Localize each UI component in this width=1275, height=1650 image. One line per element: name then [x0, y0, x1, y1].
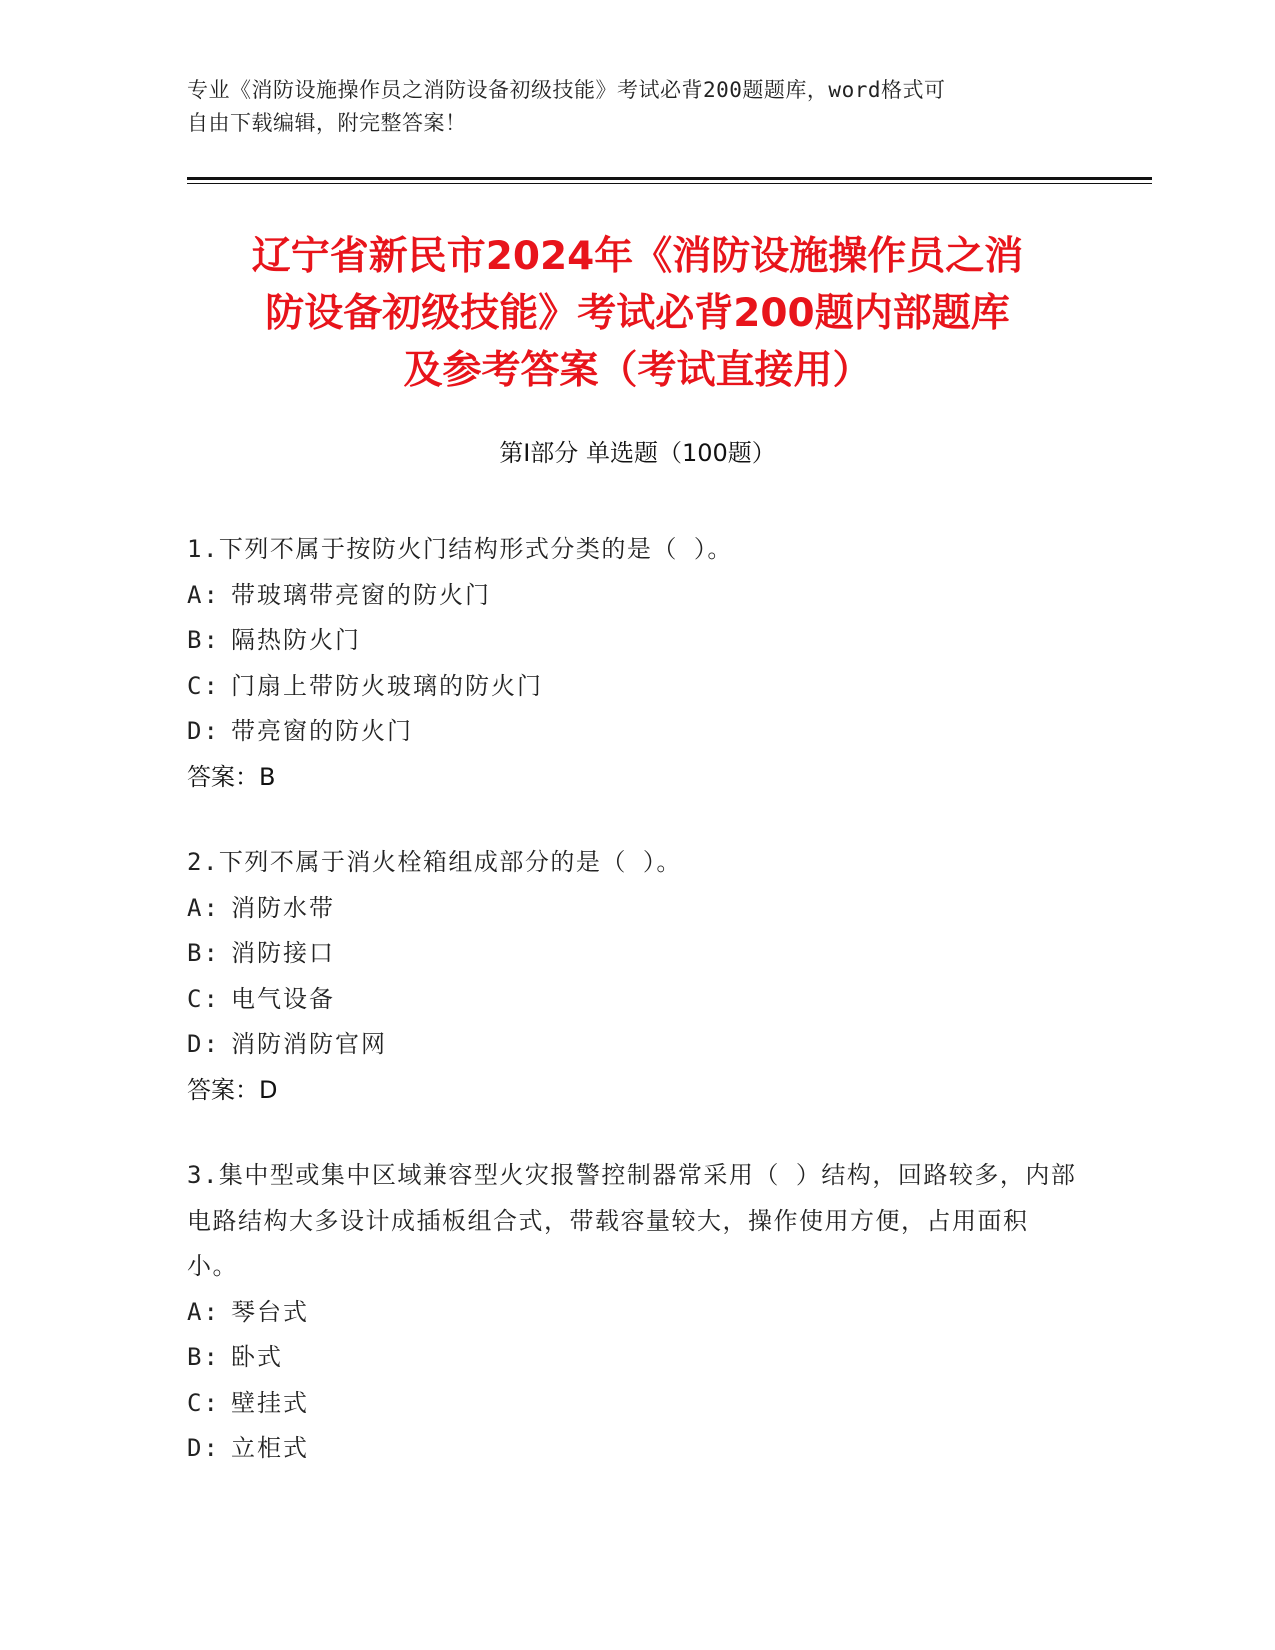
question-stem: 2.下列不属于消火栓箱组成部分的是（ ）。 — [187, 848, 682, 876]
option-key: B: — [187, 1343, 220, 1371]
option-key: A: — [187, 580, 220, 609]
option-key: C: — [187, 984, 220, 1013]
option-key: D: — [187, 1434, 220, 1462]
option-c — [187, 664, 1077, 710]
document-title — [170, 228, 1105, 399]
option-text: 消防消防官网 — [231, 1030, 387, 1058]
option-text: 电气设备 — [231, 984, 335, 1013]
option-text: 消防水带 — [231, 893, 335, 922]
option-c — [187, 1381, 1077, 1427]
section-heading: 第Ⅰ部分 单选题（100题） — [499, 439, 776, 467]
question-2 — [187, 840, 1077, 1113]
question-stem: 1.下列不属于按防火门结构形式分类的是（ ）。 — [187, 535, 733, 563]
option-text: 带亮窗的防火门 — [231, 717, 413, 745]
option-text: 带玻璃带亮窗的防火门 — [231, 580, 491, 609]
answer-line: 答案：D — [187, 1075, 278, 1104]
option-key: C: — [187, 1388, 220, 1417]
option-text: 消防接口 — [231, 939, 335, 967]
option-key: A: — [187, 1297, 220, 1326]
option-text: 门扇上带防火玻璃的防火门 — [231, 671, 543, 700]
option-key: B: — [187, 939, 220, 967]
question-1 — [187, 527, 1077, 800]
option-a — [187, 886, 1077, 932]
header-note — [187, 74, 1067, 140]
question-stem: 3.集中型或集中区域兼容型火灾报警控制器常采用（ ）结构，回路较多，内部电路结构大多设计成插板组合式，带载容量较大，操作使用方便，占用面积小。 — [187, 1161, 1077, 1280]
title-line3: 及参考答案（考试直接用） — [403, 348, 872, 393]
header-divider-thick — [187, 177, 1152, 180]
option-a — [187, 1290, 1077, 1336]
option-a — [187, 573, 1077, 619]
option-text: 立柜式 — [231, 1434, 309, 1462]
option-text: 卧式 — [231, 1343, 283, 1371]
option-text: 壁挂式 — [231, 1388, 309, 1417]
header-note-line2: 自由下载编辑，附完整答案！ — [187, 111, 467, 135]
option-key: D: — [187, 717, 220, 745]
option-key: D: — [187, 1030, 220, 1058]
option-text: 隔热防火门 — [231, 626, 361, 654]
option-b — [187, 618, 1077, 664]
option-key: C: — [187, 671, 220, 700]
option-b — [187, 1335, 1077, 1381]
title-line2: 防设备初级技能》考试必背200题内部题库 — [265, 291, 1010, 336]
option-d — [187, 1426, 1077, 1472]
option-d — [187, 1022, 1077, 1068]
option-c — [187, 977, 1077, 1023]
question-list — [187, 527, 1077, 1512]
option-text: 琴台式 — [231, 1297, 309, 1326]
option-d — [187, 709, 1077, 755]
option-key: B: — [187, 626, 220, 654]
header-note-line1: 专业《消防设施操作员之消防设备初级技能》考试必背200题题库，word格式可 — [187, 78, 946, 102]
option-key: A: — [187, 893, 220, 922]
header-divider-thin — [187, 183, 1152, 184]
answer-line: 答案：B — [187, 762, 276, 791]
title-line1: 辽宁省新民市2024年《消防设施操作员之消 — [251, 234, 1024, 279]
question-3 — [187, 1153, 1077, 1472]
option-b — [187, 931, 1077, 977]
